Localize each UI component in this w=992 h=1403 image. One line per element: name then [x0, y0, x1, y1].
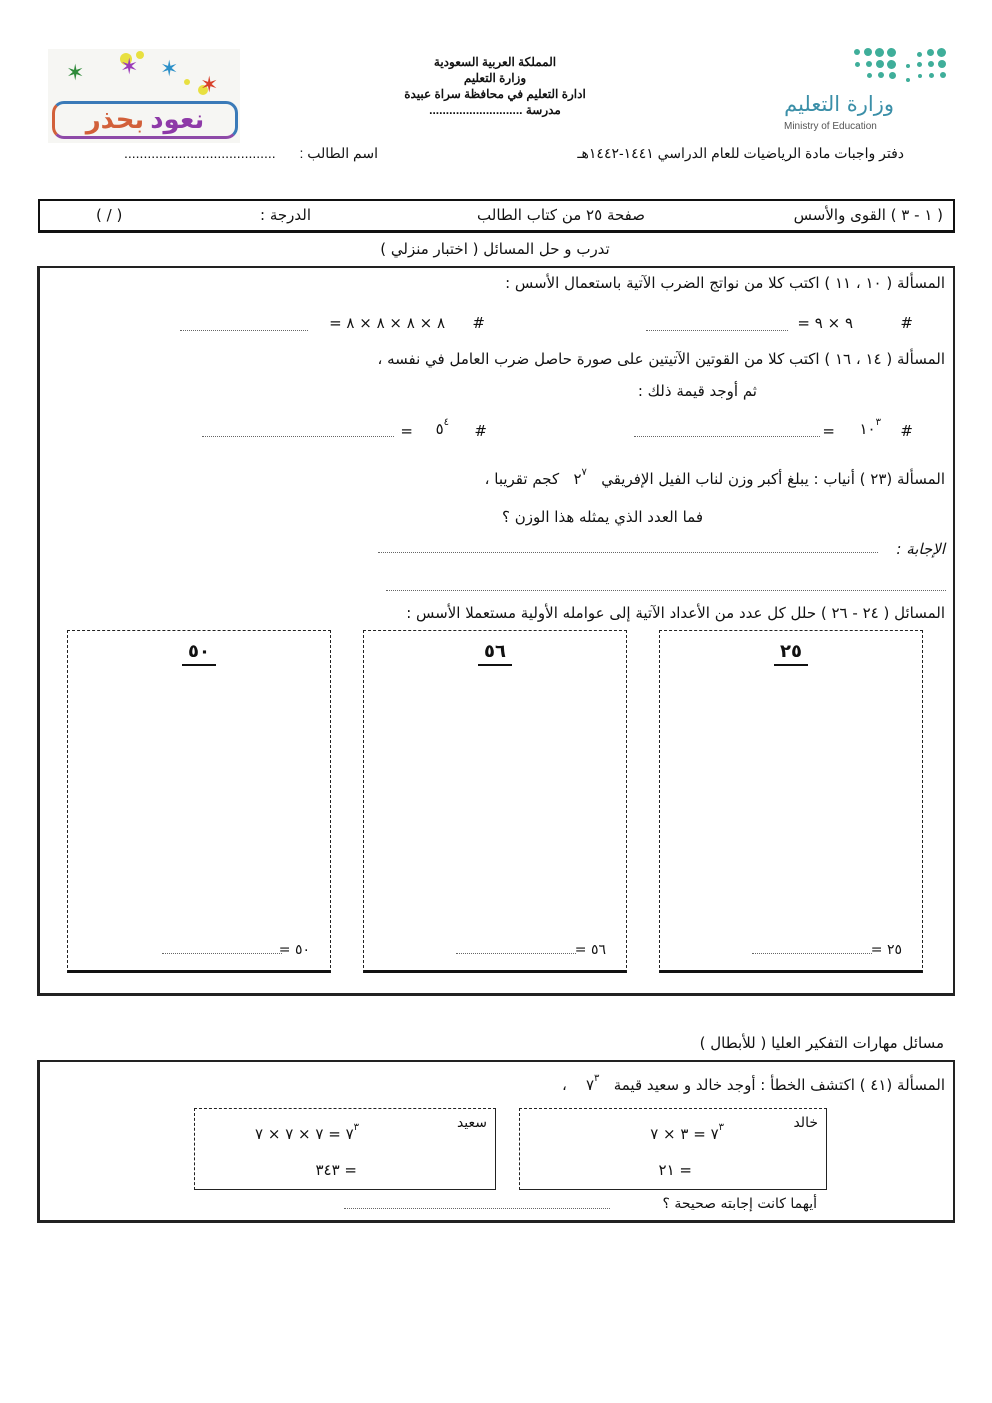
question-24-26-prompt: المسائل ( ٢٤ - ٢٦ ) حلل كل عدد من الأعداد الآتية إلى عوامله الأولية مستعملا الأسس :	[406, 604, 945, 622]
q41-text-b: ،	[562, 1076, 567, 1094]
exponent: ٤	[443, 417, 449, 428]
khaled-name: خالد	[793, 1115, 818, 1131]
saeed-line-2: = ٣٤٣	[315, 1161, 357, 1179]
figure-icon: ✶	[200, 73, 219, 98]
lhs-exponent: ٣	[353, 1122, 359, 1133]
q3-exponent: ٧	[581, 467, 587, 478]
q2-item-1-marker: #	[900, 422, 913, 440]
lhs-exponent: ٣	[718, 1122, 724, 1133]
factor-number: ٥٦	[478, 641, 512, 666]
factor-result-label: ٥٠ =	[278, 942, 310, 958]
saeed-name: سعيد	[456, 1115, 487, 1131]
q3-text-a: المسألة (٢٣ ) أنياب : يبلغ أكبر وزن لناب الفيل الإفريقي	[601, 470, 945, 488]
saeed-box	[194, 1108, 496, 1190]
q2-item-1-eq: =	[822, 422, 835, 440]
question-23-prompt-2: فما العدد الذي يمثله هذا الوزن ؟	[502, 508, 703, 526]
lesson-bar	[38, 199, 955, 233]
directorate-line: ادارة التعليم في محافظة سراة عبيدة	[404, 87, 586, 101]
question-41-prompt	[562, 1073, 945, 1094]
base: ١٠	[859, 420, 876, 438]
factor-number: ٢٥	[774, 641, 808, 666]
homework-title: دفتر واجبات مادة الرياضيات للعام الدراسي ١٤٤١-١٤٤٢هـ	[577, 145, 904, 161]
practice-title: تدرب و حل المسائل ( اختبار منزلي )	[380, 240, 610, 258]
q41-base: ٧	[585, 1076, 595, 1094]
q1-item-2-expr: ٨ × ٨ × ٨ × ٨ =	[329, 314, 445, 332]
logo-frame	[52, 101, 238, 139]
factor-answer[interactable]	[162, 953, 282, 954]
q2-item-2-answer[interactable]	[202, 436, 394, 437]
practice-section	[37, 266, 955, 996]
moe-arabic-name: وزارة التعليم	[784, 92, 894, 116]
q2-item-1-answer[interactable]	[634, 436, 820, 437]
q2-item-2-power	[435, 417, 449, 438]
khaled-box	[519, 1108, 827, 1190]
factor-box-25	[659, 630, 923, 973]
q1-item-1-expr: ٩ × ٩ =	[797, 314, 853, 332]
logo-word-2: بحذر	[85, 105, 145, 135]
factor-answer[interactable]	[456, 953, 576, 954]
q41-text-a: المسألة (٤١ ) اكتشف الخطأ : أوجد خالد و سعيد قيمة	[613, 1076, 945, 1094]
factor-result-label: ٢٥ =	[870, 942, 902, 958]
student-name-label: اسم الطالب :	[299, 145, 378, 161]
lesson-title: ( ١ - ٣ ) القوى والأسس	[793, 206, 943, 224]
student-name-field[interactable]: .......................................	[124, 145, 276, 161]
q2-item-1-power	[859, 417, 882, 438]
saeed-line-1	[255, 1122, 359, 1143]
q1-item-1-answer[interactable]	[646, 330, 788, 331]
moe-english-name: Ministry of Education	[784, 121, 877, 132]
figure-icon: ✶	[66, 61, 85, 86]
q3-text-b: كجم تقريبا ،	[484, 470, 560, 488]
ministry-of-education-logo	[780, 42, 930, 134]
rhs: = ٧ × ٧ × ٧	[255, 1125, 341, 1143]
q1-item-2-marker: #	[472, 314, 485, 332]
school-line: مدرسة ............................	[429, 103, 561, 117]
hots-title: مسائل مهارات التفكير العليا ( للأبطال )	[699, 1034, 944, 1052]
question-14-16-prompt: المسألة ( ١٤ ، ١٦ ) اكتب كلا من القوتين الآتيتين على صورة حاصل ضرب العامل في نفسه ،	[377, 350, 945, 368]
q3-base: ٢	[573, 470, 582, 488]
lhs-base: ٧	[710, 1125, 719, 1143]
q41-exponent: ٣	[594, 1073, 600, 1084]
which-correct-answer[interactable]	[344, 1208, 610, 1209]
answer-label: الإجابة :	[896, 540, 945, 558]
logo-word-1: نعود	[150, 105, 205, 135]
factor-box-50	[67, 630, 331, 973]
grade-field[interactable]: ( / )	[96, 206, 123, 224]
factor-number: ٥٠	[182, 641, 216, 666]
q2-item-2-eq: =	[400, 422, 413, 440]
grade-label: الدرجة :	[260, 206, 311, 224]
question-10-11-prompt: المسألة ( ١٠ ، ١١ ) اكتب كلا من نواتج الضرب الآتية باستعمال الأسس :	[505, 274, 945, 292]
ministry-line: وزارة التعليم	[463, 71, 527, 85]
question-14-16-prompt-2: ثم أوجد قيمة ذلك :	[637, 382, 757, 400]
khaled-line-1	[650, 1122, 724, 1143]
lhs-base: ٧	[345, 1125, 354, 1143]
factor-result-label: ٥٦ =	[574, 942, 606, 958]
factor-answer[interactable]	[752, 953, 872, 954]
figure-icon: ✶	[160, 57, 179, 82]
base: ٥	[435, 420, 444, 438]
question-23-prompt	[484, 467, 945, 488]
q1-item-1-marker: #	[900, 314, 913, 332]
moe-dots-icon	[836, 44, 946, 84]
exponent: ٣	[875, 417, 881, 428]
which-correct-question: أيهما كانت إجابته صحيحة ؟	[662, 1196, 817, 1212]
q3-answer-line-2[interactable]	[386, 590, 946, 591]
figure-icon: ✶	[120, 55, 139, 80]
logo-naood-bihadhar	[48, 49, 240, 143]
rhs: = ٣ × ٧	[650, 1125, 706, 1143]
page-reference: صفحة ٢٥ من كتاب الطالب	[477, 206, 645, 224]
q3-answer-line-1[interactable]	[378, 552, 878, 553]
hots-section	[37, 1060, 955, 1223]
kingdom-line: المملكة العربية السعودية	[433, 55, 557, 69]
header-center	[390, 54, 600, 118]
q1-item-2-answer[interactable]	[180, 330, 308, 331]
q2-item-2-marker: #	[474, 422, 487, 440]
khaled-line-2: = ٢١	[658, 1161, 692, 1179]
factor-box-56	[363, 630, 627, 973]
